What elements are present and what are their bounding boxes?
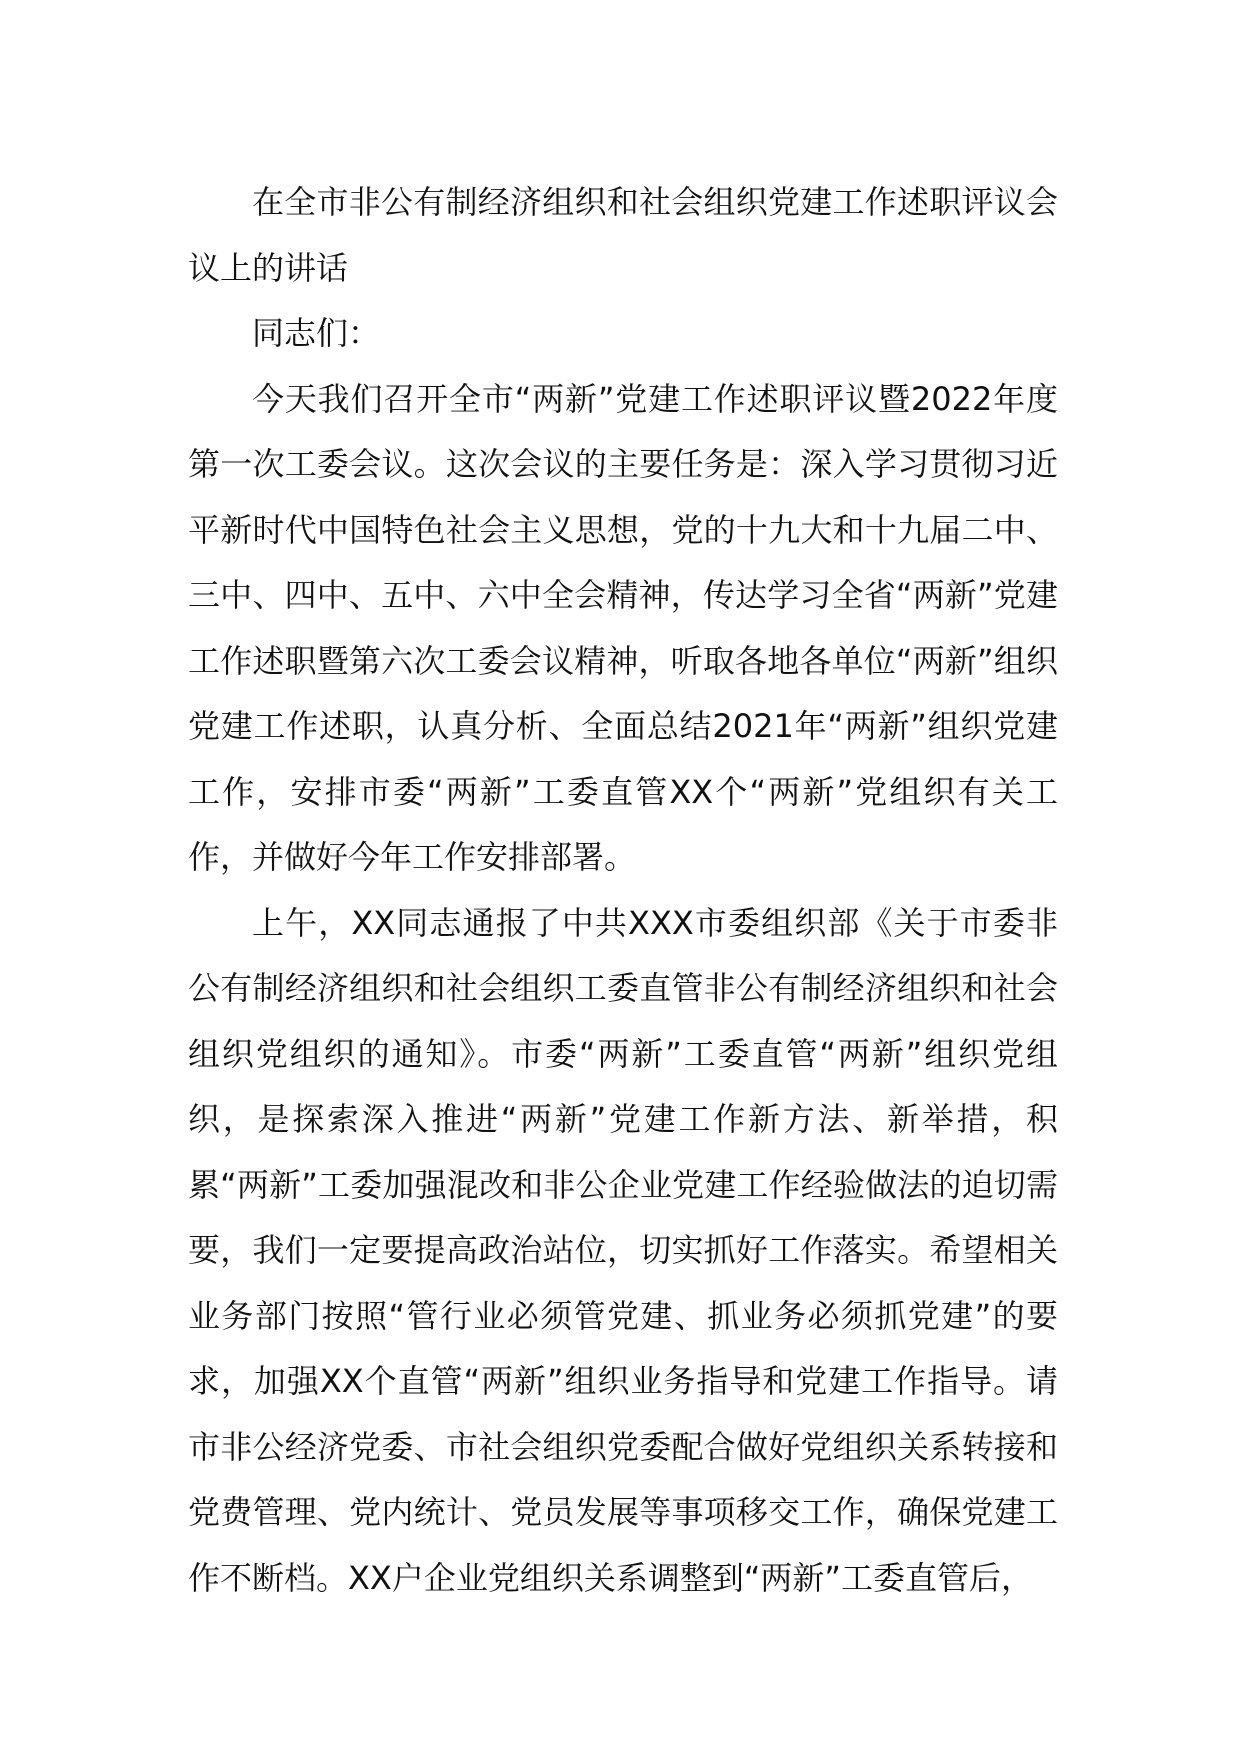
- paragraph-1: 今天我们召开全市“两新”党建工作述职评议暨2022年度第一次工委会议。这次会议的主要任务是：深入学习贯彻习近平新时代中国特色社会主义思想，党的十九大和十九届二中、三中、四中、五中、六中全会精神，传达学习全省“两新”党建工作述职暨第六次工委会议精神，听取各地各单位“两新”组织党建工作述职，认真分析、全面总结2021年“两新”组织党建工作，安排市委“两新”工委直管XX个“两新”党组织有关工作，并做好今年工作安排部署。: [188, 379, 1058, 876]
- paragraph-2: 上午，XX同志通报了中共XXX市委组织部《关于市委非公有制经济组织和社会组织工委直管非公有制经济组织和社会组织党组织的通知》。市委“两新”工委直管“两新”组织党组织，是探索深入推进“两新”党建工作新方法、新举措，积累“两新”工委加强混改和非公企业党建工作经验做法的迫切需要，我们一定要提高政治站位，切实抓好工作落实。希望相关业务部门按照“管行业必须管党建、抓业务必须抓党建”的要求，加强XX个直管“两新”组织业务指导和党建工作指导。请市非公经济党委、市社会组织党委配合做好党组织关系转接和党费管理、党内统计、党员发展等事项移交工作，确保党建工作不断档。XX户企业党组织关系调整到“两新”工委直管后，: [188, 903, 1058, 1597]
- document-title: 在全市非公有制经济组织和社会组织党建工作述职评议会议上的讲话: [188, 183, 1058, 287]
- document-body: [188, 170, 1058, 1611]
- salutation: 同志们：: [252, 314, 381, 352]
